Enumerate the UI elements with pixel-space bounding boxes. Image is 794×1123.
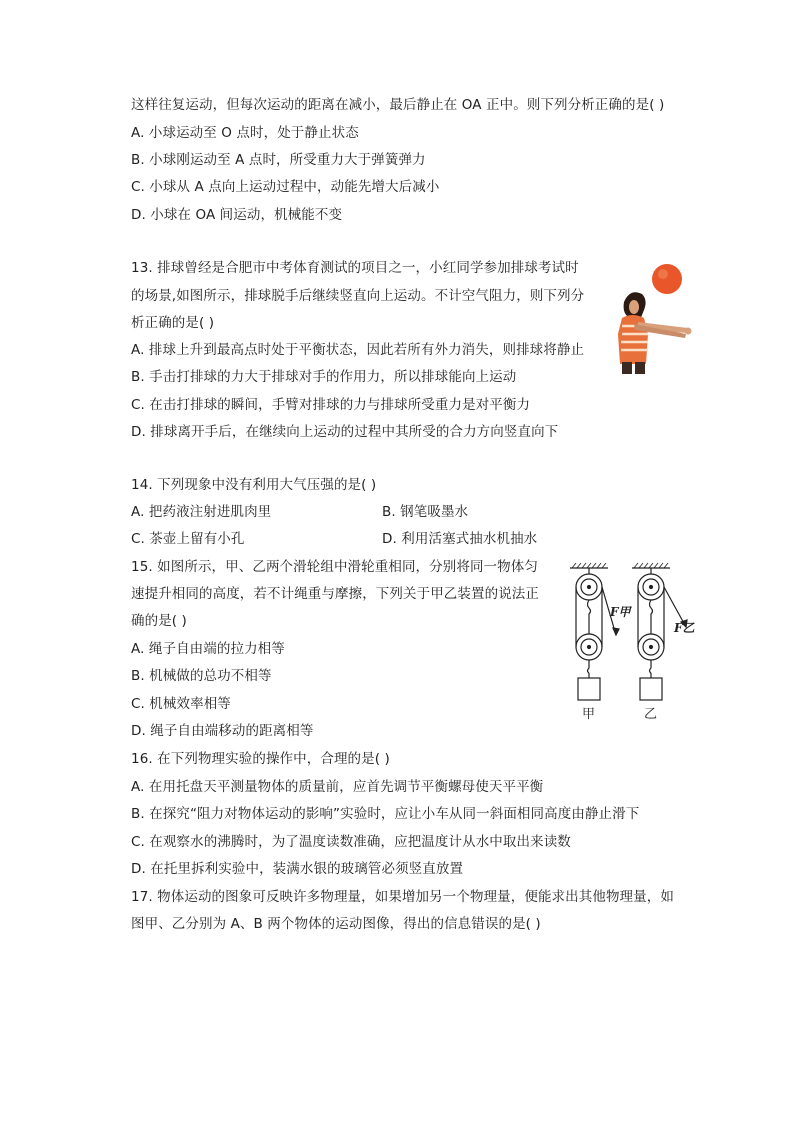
- q14-option-d: D. 利用活塞式抽水机抽水: [382, 531, 538, 547]
- q15-stem-line-1: 15. 如图所示，甲、乙两个滑轮组中滑轮重相同，分别将同一物体匀: [131, 559, 538, 575]
- force-yi-label: F乙: [674, 621, 695, 635]
- q15-option-a: A. 绳子自由端的拉力相等: [131, 641, 285, 657]
- volleyball-player-image: [608, 262, 698, 374]
- q14-option-b: B. 钢笔吸墨水: [382, 504, 469, 520]
- q15-stem-line-3: 确的是( ): [131, 613, 187, 629]
- q14-stem: 14. 下列现象中没有利用大气压强的是( ): [131, 477, 377, 493]
- q15-option-b: B. 机械做的总功不相等: [131, 668, 272, 684]
- q13-option-b: B. 手击打排球的力大于排球对手的作用力，所以排球能向上运动: [131, 369, 517, 385]
- q16-option-a: A. 在用托盘天平测量物体的质量前，应首先调节平衡螺母使天平平衡: [131, 779, 544, 795]
- pulley-systems-diagram: [562, 560, 696, 722]
- q12-option-c: C. 小球从 A 点向上运动过程中，动能先增大后减小: [131, 179, 440, 195]
- q17-stem-line-2: 图甲、乙分别为 A、B 两个物体的运动图像，得出的信息错误的是( ): [131, 916, 541, 932]
- q13-stem-line-1: 13. 排球曾经是合肥市中考体育测试的项目之一，小红同学参加排球考试时: [131, 260, 579, 276]
- q16-stem: 16. 在下列物理实验的操作中，合理的是( ): [131, 751, 390, 767]
- q15-option-c: C. 机械效率相等: [131, 696, 231, 712]
- yi-load-block: [640, 678, 662, 700]
- label-yi: 乙: [644, 707, 658, 722]
- q14-option-c: C. 茶壶上留有小孔: [131, 531, 245, 547]
- q13-stem-line-3: 析正确的是( ): [131, 315, 215, 331]
- q13-option-d: D. 排球离开手后，在继续向上运动的过程中其所受的合力方向竖直向下: [131, 424, 559, 440]
- label-jia: 甲: [582, 707, 596, 722]
- q12-option-b: B. 小球刚运动至 A 点时，所受重力大于弹簧弹力: [131, 152, 426, 168]
- q15-option-d: D. 绳子自由端移动的距离相等: [131, 723, 314, 739]
- q12-stem-tail: 这样往复运动，但每次运动的距离在减小，最后静止在 OA 正中。则下列分析正确的是( ): [131, 97, 665, 113]
- q13-option-c: C. 在击打排球的瞬间，手臂对排球的力与排球所受重力是对平衡力: [131, 397, 531, 413]
- q12-option-d: D. 小球在 OA 间运动，机械能不变: [131, 207, 343, 223]
- q15-stem-line-2: 速提升相同的高度，若不计绳重与摩擦，下列关于甲乙装置的说法正: [131, 586, 539, 602]
- q13-stem-line-2: 的场景,如图所示，排球脱手后继续竖直向上运动。不计空气阻力，则下列分: [131, 288, 585, 304]
- q17-stem-line-1: 17. 物体运动的图象可反映许多物理量，如果增加另一个物理量，便能求出其他物理量，如: [131, 889, 674, 905]
- q16-option-b: B. 在探究“阻力对物体运动的影响”实验时，应让小车从同一斜面相同高度由静止滑下: [131, 806, 640, 822]
- q14-option-a: A. 把药液注射进肌肉里: [131, 504, 272, 520]
- q16-option-c: C. 在观察水的沸腾时，为了温度读数准确，应把温度计从水中取出来读数: [131, 834, 571, 850]
- q12-option-a: A. 小球运动至 O 点时，处于静止状态: [131, 125, 359, 141]
- jia-load-block: [578, 678, 600, 700]
- q13-option-a: A. 排球上升到最高点时处于平衡状态，因此若所有外力消失，则排球将静止: [131, 342, 585, 358]
- force-jia-label: F甲: [610, 605, 631, 619]
- volleyball-icon: [652, 264, 682, 294]
- q16-option-d: D. 在托里拆利实验中，装满水银的玻璃管必须竖直放置: [131, 861, 464, 877]
